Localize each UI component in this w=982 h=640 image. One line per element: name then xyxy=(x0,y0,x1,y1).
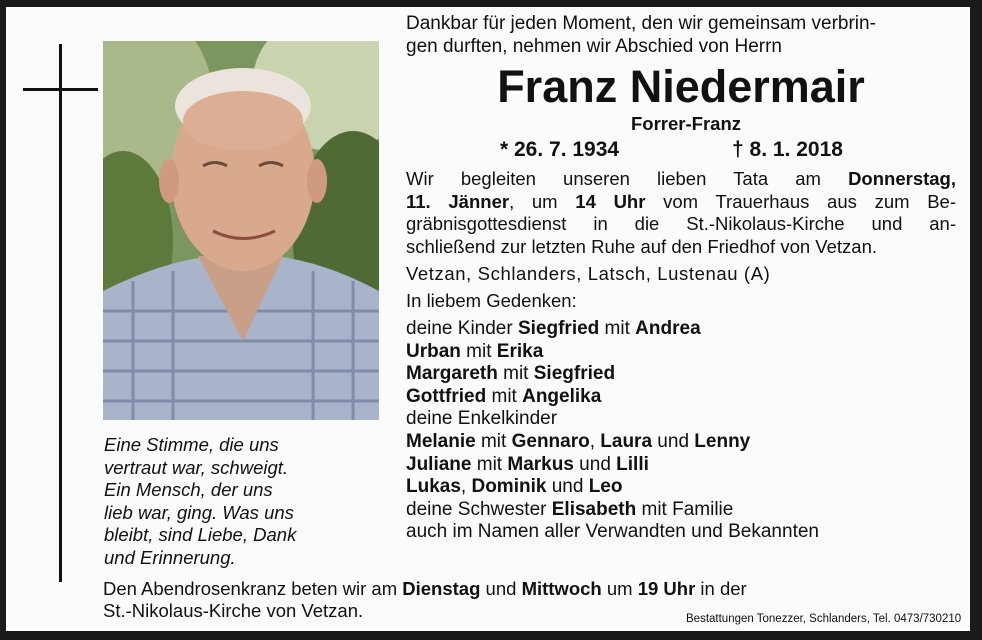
birth-date: * 26. 7. 1934 xyxy=(500,138,620,161)
poem-line: vertraut war, schweigt. xyxy=(104,456,289,478)
family-row: Juliane mit Markus und Lilli xyxy=(406,453,649,475)
family-row: Urban mit Erika xyxy=(406,340,544,362)
rosary-line-1: Den Abendrosenkranz beten wir am Dienstag und Mittwoch um 19 Uhr in der xyxy=(103,578,747,599)
announcement-text xyxy=(406,12,956,544)
funeral-details xyxy=(406,168,956,258)
family-row: Melanie mit Gennaro, Laura und Lenny xyxy=(406,430,751,452)
funeral-line-4: schließend zur letzten Ruhe auf den Friedhof von Vetzan. xyxy=(406,235,878,257)
family-row: deine Kinder Siegfried mit Andrea xyxy=(406,318,701,339)
family-list xyxy=(406,318,956,544)
poem-line: Eine Stimme, die uns xyxy=(104,434,279,455)
intro xyxy=(406,12,956,58)
death-date: † 8. 1. 2018 xyxy=(732,138,843,161)
rosary-line-2: St.-Nikolaus-Kirche von Vetzan. xyxy=(103,600,364,621)
funeral-line-2: 11. Jänner, um 14 Uhr vom Trauerhaus aus zum Be- xyxy=(406,190,956,212)
funeral-line-3: gräbnisgottesdienst in die St.-Nikolaus-Kirche und an- xyxy=(406,213,956,234)
poem-line: Ein Mensch, der uns xyxy=(104,479,273,500)
family-row: deine Schwester Elisabeth mit Familie xyxy=(406,498,734,520)
rosary-notice xyxy=(103,578,747,622)
family-row: Margareth mit Siegfried xyxy=(406,363,616,385)
portrait-photo xyxy=(103,41,379,420)
intro-line-1: Dankbar für jeden Moment, den wir gemeinsam verbrin- xyxy=(406,13,876,34)
deceased-name: Franz Niedermair xyxy=(497,61,865,112)
obituary-card xyxy=(6,7,970,631)
family-row: auch im Namen aller Verwandten und Bekannten xyxy=(406,521,819,543)
family-row: Gottfried mit Angelika xyxy=(406,385,602,407)
poem-line: bleibt, sind Liebe, Dank xyxy=(104,524,297,545)
gedenken-heading: In liebem Gedenken: xyxy=(406,290,577,311)
life-dates xyxy=(406,136,956,164)
funeral-line-1: Wir begleiten unseren lieben Tata am Donnerstag, xyxy=(406,168,956,189)
cross-icon-vertical xyxy=(59,44,62,582)
poem xyxy=(104,434,374,569)
poem-line: lieb war, ging. Was uns xyxy=(104,501,294,523)
family-row: Lukas, Dominik und Leo xyxy=(406,476,623,498)
funeral-home-imprint: Bestattungen Tonezzer, Schlanders, Tel. 0473/730210 xyxy=(686,613,962,625)
cross-icon-horizontal xyxy=(23,88,98,91)
deceased-nickname: Forrer-Franz xyxy=(631,113,741,134)
poem-line: und Erinnerung. xyxy=(104,546,236,568)
family-row: deine Enkelkinder xyxy=(406,408,558,430)
places: Vetzan, Schlanders, Latsch, Lustenau (A) xyxy=(406,263,771,284)
intro-line-2: gen durften, nehmen wir Abschied von Herrn xyxy=(406,36,782,57)
